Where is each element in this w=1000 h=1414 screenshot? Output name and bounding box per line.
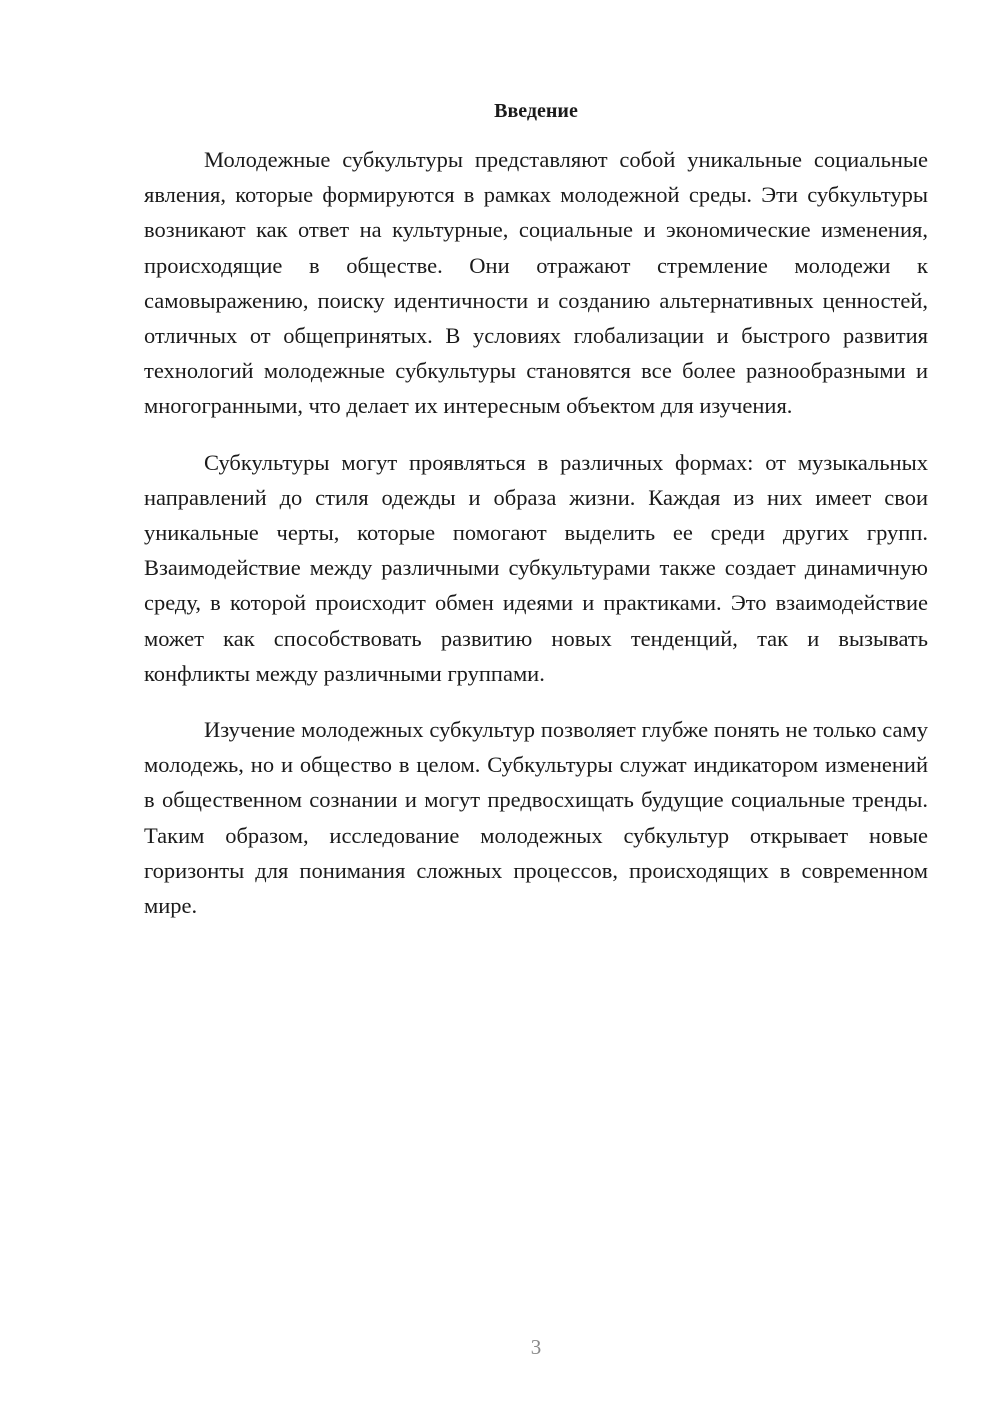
paragraph-2: Субкультуры могут проявляться в различных формах: от музыкальных направлений до стиля одежды и образа жизни. Каждая из них имеет свои уникальные черты, которые помогают выделить ее среди других групп. Взаимодействие между различными субкультурами также создает динамичную среду, в которой происходит обмен идеями и практиками. Это взаимодействие может как способствовать развитию новых тенденций, так и вызывать конфликты между различными группами.	[144, 449, 928, 686]
paragraph-1: Молодежные субкультуры представляют собой уникальные социальные явления, которые формируются в рамках молодежной среды. Эти субкультуры возникают как ответ на культурные, социальные и экономические изменения, происходящие в обществе. Они отражают стремление молодежи к самовыражению, поиску идентичности и созданию альтернативных ценностей, отличных от общепринятых. В условиях глобализации и быстрого развития технологий молодежные субкультуры становятся все более разнообразными и многогранными, что делает их интересным объектом для изучения.	[144, 147, 928, 419]
page-title: Введение	[494, 100, 578, 122]
paragraph-3: Изучение молодежных субкультур позволяет глубже понять не только саму молодежь, но и общество в целом. Субкультуры служат индикатором изменений в общественном сознании и могут предвосхищать будущие социальные тренды. Таким образом, исследование молодежных субкультур открывает новые горизонты для понимания сложных процессов, происходящих в современном мире.	[144, 717, 928, 919]
body-text	[144, 142, 928, 944]
page-number: 3	[530, 1335, 542, 1359]
